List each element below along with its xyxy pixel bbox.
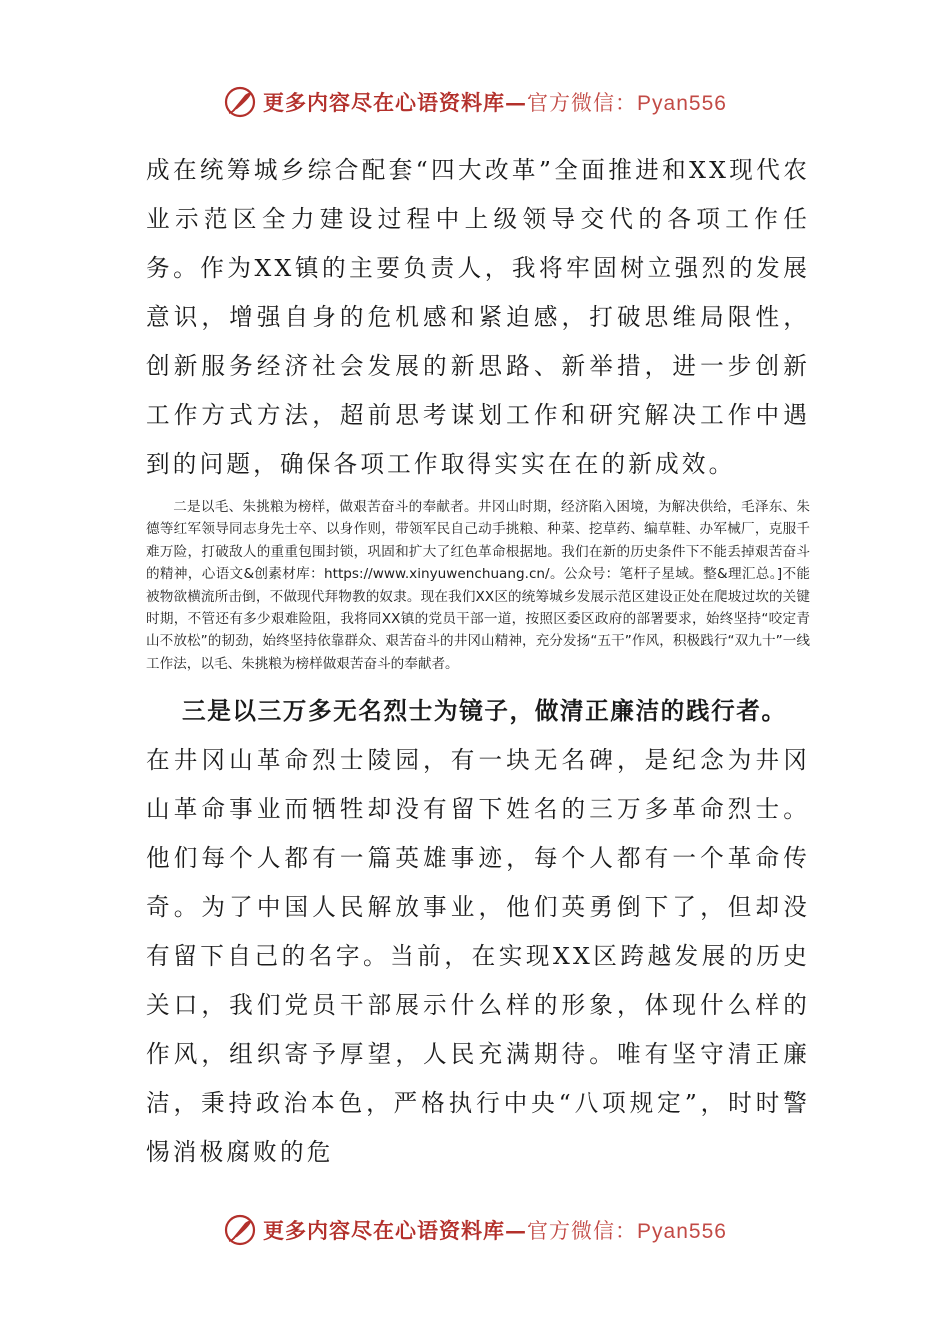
footer-banner — [0, 1208, 950, 1252]
footer-banner-text — [263, 1215, 727, 1245]
header-wechat-text: 官方微信：Pyan556 — [527, 92, 727, 115]
section-heading-3: 三是以三万多无名烈士为镜子，做清正廉洁的践行者。 — [182, 697, 787, 726]
document-body — [146, 146, 810, 1177]
quill-logo-icon — [223, 1213, 257, 1247]
paragraph-3: 在井冈山革命烈士陵园，有一块无名碑，是纪念为井冈山革命事业而牺牲却没有留下姓名的三万多革命烈士。他们每个人都有一篇英雄事迹，每个人都有一个革命传奇。为了中国人民解放事业，他们英勇倒下了，但却没有留下自己的名字。当前，在实现XX区跨越发展的历史关口，我们党员干部展示什么样的形象，体现什么样的作风，组织寄予厚望，人民充满期待。唯有坚守清正廉洁，秉持政治本色，严格执行中央“八项规定”，时时警惕消极腐败的危 — [146, 746, 810, 1167]
header-banner-text — [263, 87, 727, 117]
header-dash: — — [505, 90, 528, 115]
header-site-text: 更多内容尽在心语资料库 — [263, 90, 506, 115]
footer-site-text: 更多内容尽在心语资料库 — [263, 1218, 506, 1243]
paragraph-1: 成在统筹城乡综合配套“四大改革”全面推进和XX现代农业示范区全力建设过程中上级领导交代的各项工作任务。作为XX镇的主要负责人，我将牢固树立强烈的发展意识，增强自身的危机感和紧迫感，打破思维局限性，创新服务经济社会发展的新思路、新举措，进一步创新工作方式方法，超前思考谋划工作和研究解决工作中遇到的问题，确保各项工作取得实实在在的新成效。 — [146, 156, 810, 478]
footer-dash: — — [505, 1218, 528, 1243]
header-banner — [0, 80, 950, 124]
paragraph-2: 二是以毛、朱挑粮为榜样，做艰苦奋斗的奉献者。井冈山时期，经济陷入困境，为解决供给，毛泽东、朱德等红军领导同志身先士卒、以身作则，带领军民自己动手挑粮、种菜、挖草药、编草鞋、办军械厂，克服千难万险，打破敌人的重重包围封锁，巩固和扩大了红色革命根据地。我们在新的历史条件下不能丢掉艰苦奋斗的精神，心语文&创素材库：https://www.xinyuwenchuang.cn/。公众号：笔杆子星域。整&理汇总。]不能被物欲横流所击倒，不做现代拜物教的奴隶。现在我们XX区的统筹城乡发展示范区建设正处在爬坡过坎的关键时期，不管还有多少艰难险阻，我将同XX镇的党员干部一道，按照区委区政府的部署要求，始终坚持“咬定青山不放松”的韧劲，始终坚持依靠群众、艰苦奋斗的井冈山精神，充分发扬“五干”作风，积极践行“双九十”一线工作法，以毛、朱挑粮为榜样做艰苦奋斗的奉献者。 — [146, 499, 810, 672]
quill-logo-icon — [223, 85, 257, 119]
footer-wechat-text: 官方微信：Pyan556 — [527, 1220, 727, 1243]
